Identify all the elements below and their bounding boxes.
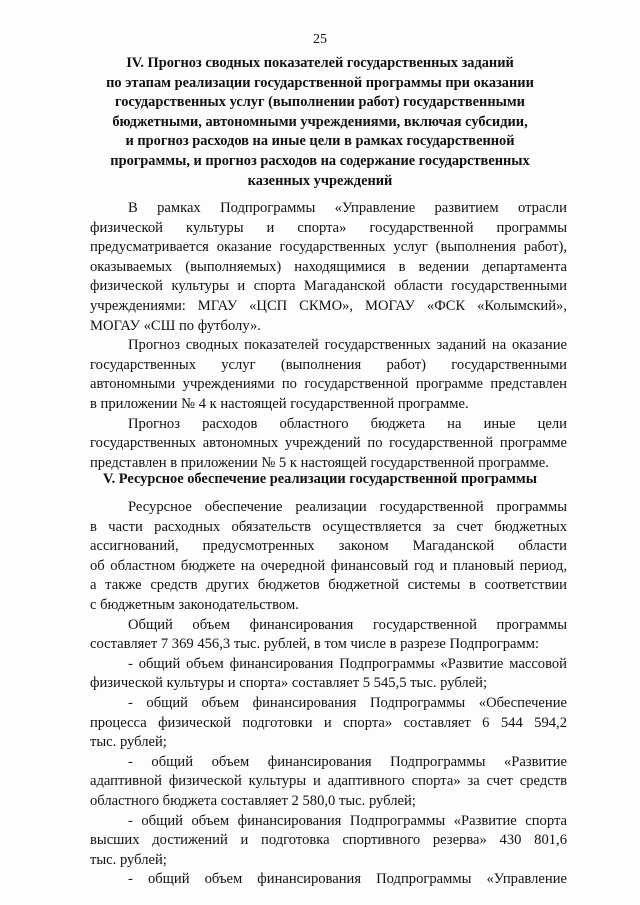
heading-line: казенных учреждений (247, 172, 393, 189)
text-line: составляет 7 369 456,3 тыс. рублей, в том числе в разрезе Подпрограмм: (90, 636, 540, 653)
paragraph (90, 336, 567, 414)
text-line: в части расходных обязательств осуществляется за счет бюджетных (90, 518, 567, 535)
section-4-heading (80, 54, 560, 191)
text-line: об областном бюджете на очередной финансовый год и плановый период, (90, 557, 567, 574)
text-line: - общий объем финансирования Подпрограммы «Развитие спорта (128, 812, 567, 829)
text-line: учреждениями: МГАУ «ЦСП СКМО», МОГАУ «ФСК «Колымский», (90, 297, 567, 314)
text-line: - общий объем финансирования Подпрограммы «Обеспечение (128, 694, 567, 711)
text-line: физической культуры и спорта» составляет 5 545,5 тыс. рублей; (90, 675, 488, 692)
list-item (90, 753, 567, 812)
text-line: в приложении № 4 к настоящей государственной программе. (90, 395, 469, 412)
paragraph (90, 415, 567, 474)
text-line: высших достижений и подготовка спортивного резерва» 430 801,6 (90, 832, 567, 849)
text-line: тыс. рублей; (90, 851, 167, 868)
text-line: государственных услуг (выполнения работ) государственными (90, 356, 567, 373)
text-line: а также средств других бюджетов бюджетной системы в соответствии (90, 577, 567, 594)
text-line: оказываемых (выполняемых) находящимися в ведении департамента (90, 258, 567, 275)
heading-line: по этапам реализации государственной программы при оказании (106, 74, 534, 91)
text-line: физической культуры и спорта» государственной программы (90, 219, 567, 236)
heading-line: IV. Прогноз сводных показателей государственных заданий (126, 55, 514, 71)
section-5-heading (80, 470, 560, 490)
text-line: процесса физической подготовки и спорта» составляет 6 544 594,2 (90, 714, 567, 731)
text-line: с бюджетным законодательством. (90, 596, 299, 613)
section-5-body (90, 498, 567, 890)
text-line: Прогноз расходов областного бюджета на иные цели (128, 415, 567, 432)
section-4-body (90, 199, 567, 473)
text-line: МОГАУ «СШ по футболу». (90, 317, 261, 334)
paragraph (90, 616, 567, 655)
text-line: областного бюджета составляет 2 580,0 тыс. рублей; (90, 792, 416, 809)
text-line: - общий объем финансирования Подпрограммы «Развитие массовой (128, 655, 567, 672)
heading-line: и прогноз расходов на иные цели в рамках государственной (125, 133, 515, 150)
paragraph (90, 498, 567, 616)
text-line: Прогноз сводных показателей государственных заданий на оказание (128, 337, 567, 354)
text-line: - общий объем финансирования Подпрограммы «Развитие (128, 753, 567, 770)
heading-line: государственных услуг (выполнении работ) государственными (115, 94, 525, 111)
text-line: тыс. рублей; (90, 734, 167, 751)
heading-line: бюджетными, автономными учреждениями, включая субсидии, (112, 113, 528, 130)
text-line: В рамках Подпрограммы «Управление развитием отрасли (128, 200, 567, 216)
text-line: адаптивной физической культуры и адаптивного спорта» за счет средств (90, 773, 567, 790)
heading-line: программы, и прогноз расходов на содержание государственных (110, 152, 530, 169)
text-line: государственных автономных учреждений по государственной программе (90, 435, 567, 452)
list-item (90, 812, 567, 871)
list-item (90, 655, 567, 694)
text-line: предусматривается оказание государственных услуг (выполнения работ), (90, 239, 567, 256)
heading-line: V. Ресурсное обеспечение реализации государственной программы (103, 471, 537, 487)
text-line: ассигнований, предусмотренных законом Магаданской области (90, 538, 567, 555)
list-item (90, 694, 567, 753)
paragraph (90, 199, 567, 336)
list-item (90, 870, 567, 890)
text-line: - общий объем финансирования Подпрограммы «Управление (128, 871, 567, 888)
text-line: Общий объем финансирования государственной программы (128, 616, 567, 633)
text-line: представлен в приложении № 5 к настоящей государственной программе. (90, 454, 549, 471)
text-line: автономными учреждениями по государственной программе представлен (90, 376, 567, 393)
page-number: 25 (313, 32, 327, 47)
text-line: Ресурсное обеспечение реализации государственной программы (128, 499, 567, 515)
text-line: физической культуры и спорта Магаданской области государственными (90, 278, 567, 295)
